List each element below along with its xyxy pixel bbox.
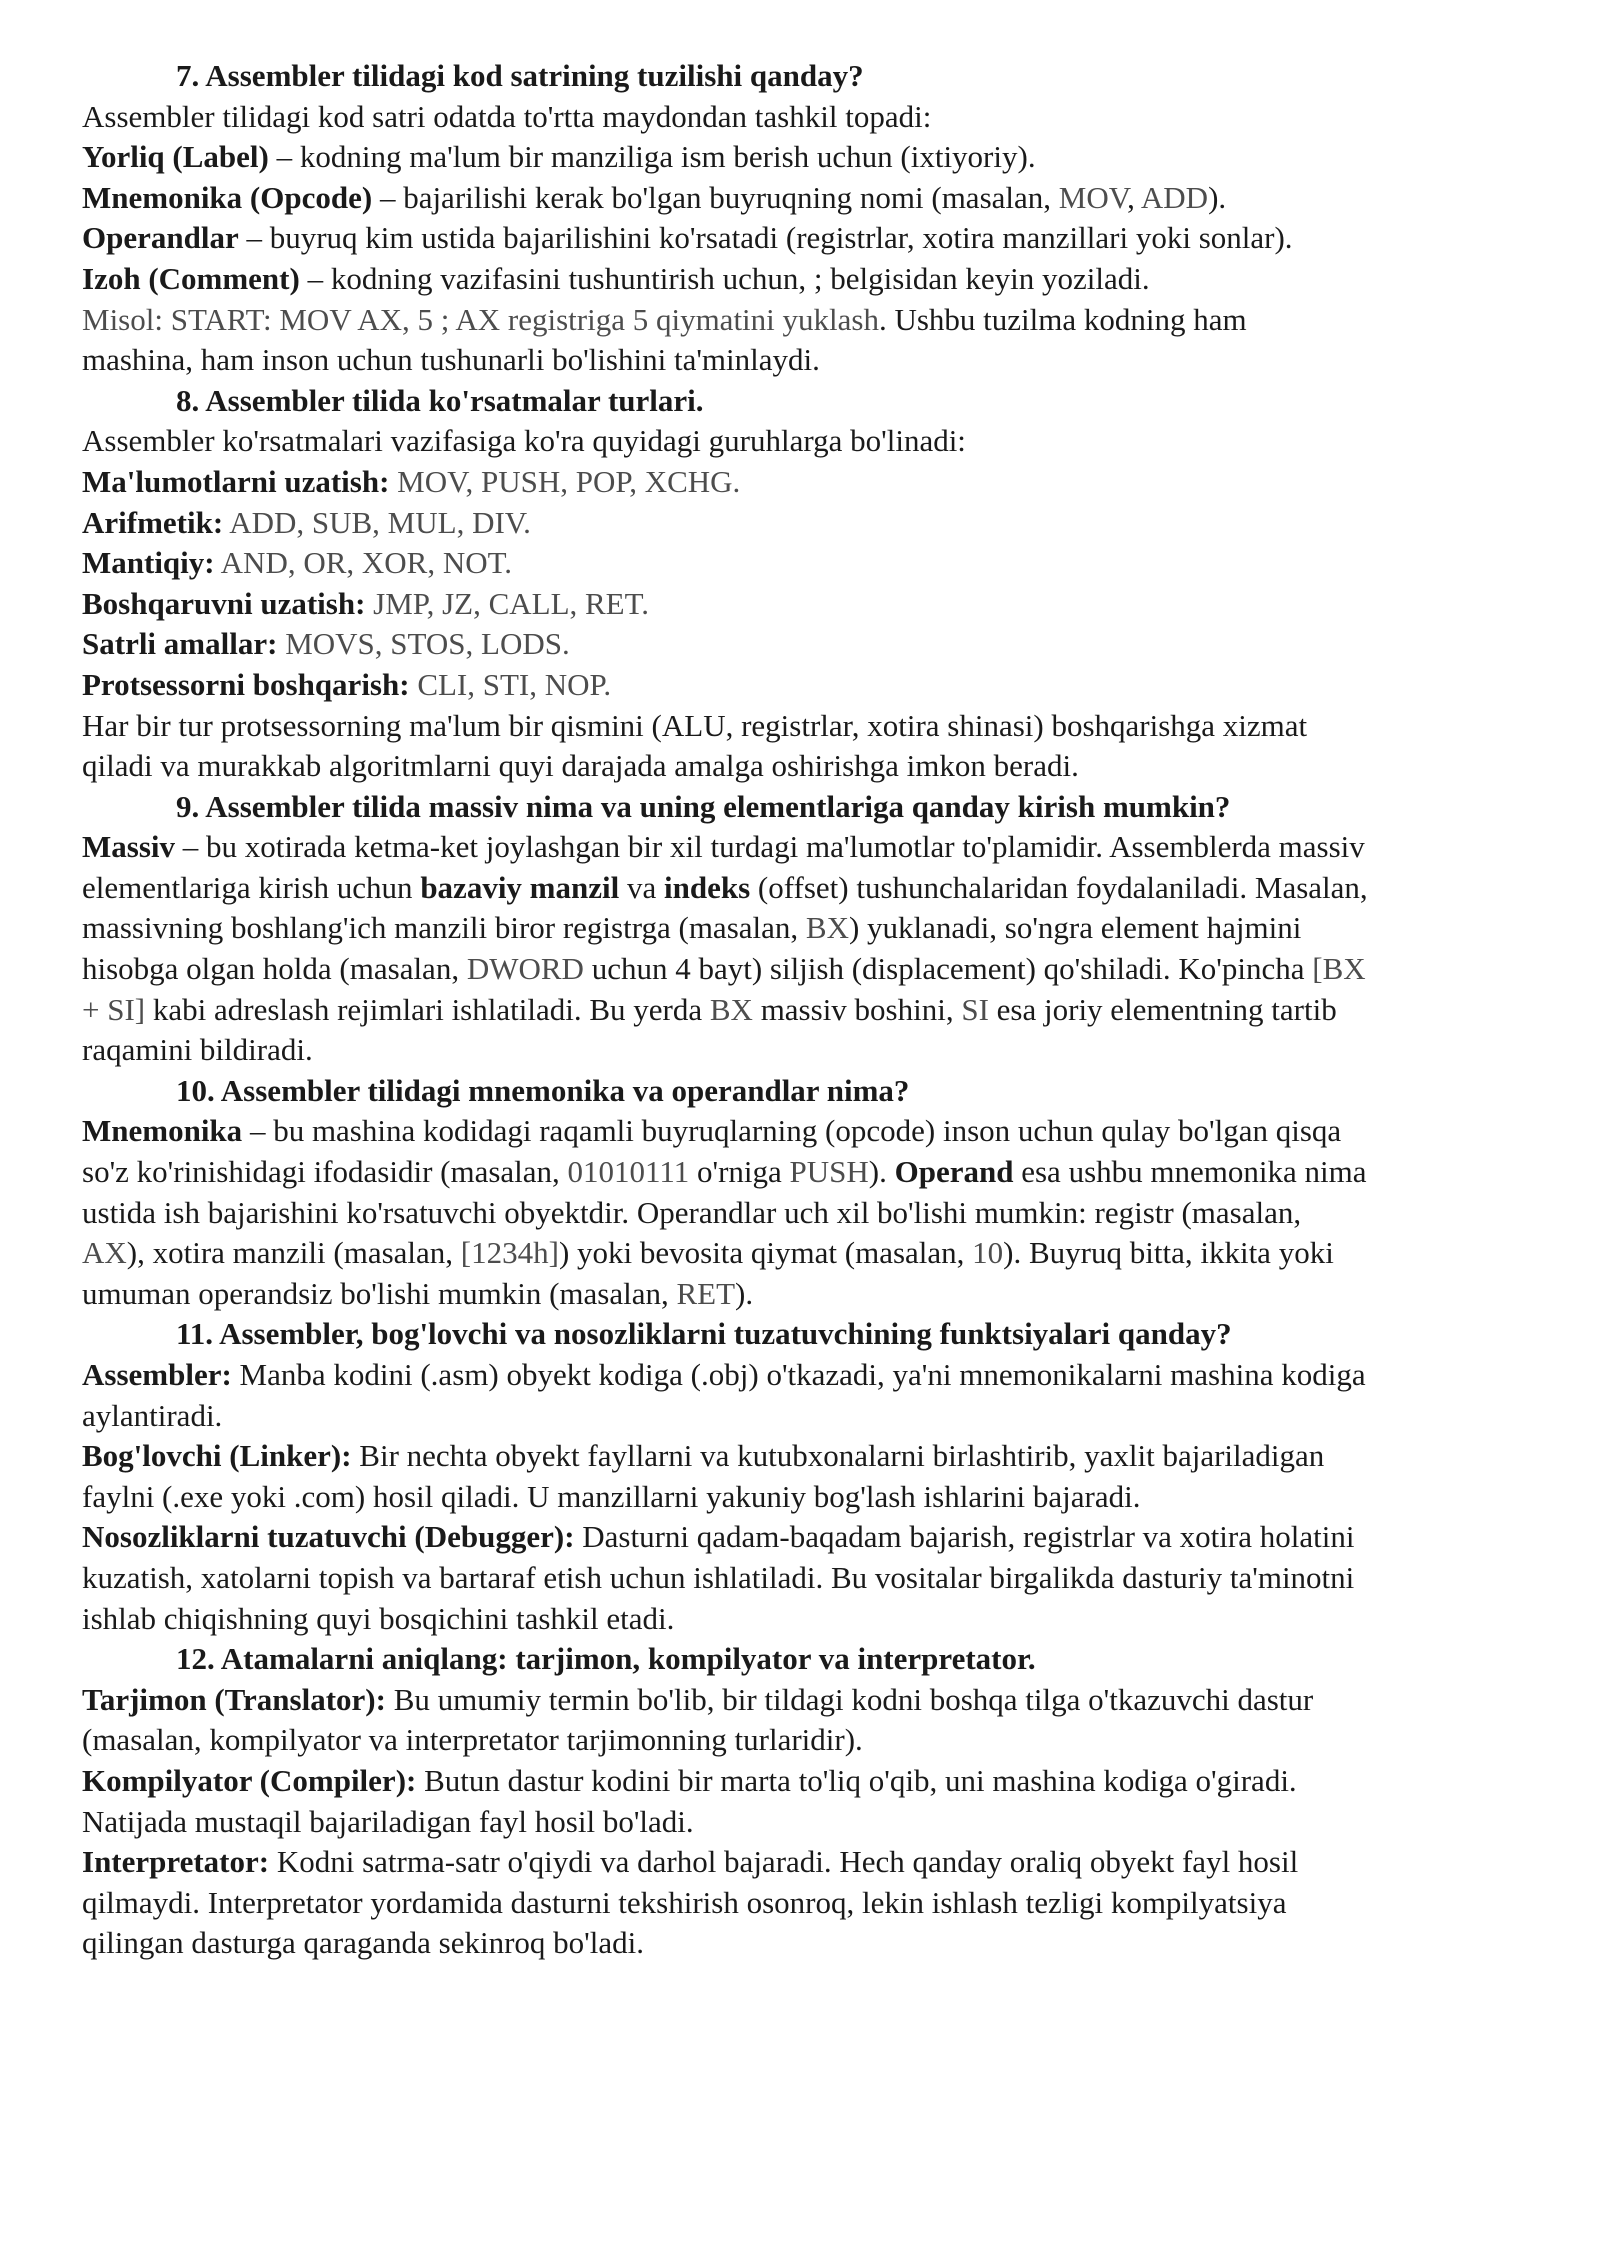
text-run: ). xyxy=(868,1154,895,1190)
section-heading xyxy=(82,381,1542,422)
code-term: PUSH xyxy=(789,1154,869,1190)
text-run: Manba kodini (.asm) obyekt kodiga (.obj) o'tkazadi, ya'ni mnemonikalarni mashina kodiga xyxy=(231,1357,1366,1392)
code-term: BX xyxy=(709,991,753,1027)
text-run: – kodning vazifasini tushuntirish uchun, ; belgisidan keyin yoziladi. xyxy=(299,260,1150,296)
bold-term: Mnemonika xyxy=(82,1113,243,1149)
code-term: 10 xyxy=(972,1235,1004,1271)
code-term: AX xyxy=(82,1235,127,1271)
text-run: Assembler ko'rsatmalari vazifasiga ko'ra quyidagi guruhlarga bo'linadi: xyxy=(82,423,966,459)
section-heading xyxy=(82,787,1542,828)
text-line xyxy=(82,137,1542,178)
text-run: uchun 4 bayt) siljish (displacement) qo'shiladi. Ko'pincha xyxy=(583,951,1313,987)
bold-term: Yorliq (Label) xyxy=(82,139,269,175)
section-heading xyxy=(82,1639,1542,1680)
bold-term: Interpretator: xyxy=(82,1844,270,1880)
bold-term: Tarjimon (Translator): xyxy=(82,1681,386,1717)
text-line xyxy=(82,624,1542,665)
text-run: ishlab chiqishning quyi bosqichini tashkil etadi. xyxy=(82,1600,675,1636)
bold-term: Arifmetik: xyxy=(82,504,224,540)
text-line xyxy=(82,1233,1542,1274)
code-term: BX xyxy=(805,910,849,946)
text-run: va xyxy=(619,869,664,905)
text-run: raqamini bildiradi. xyxy=(82,1032,313,1068)
text-line xyxy=(82,300,1542,341)
text-run: Kodni satrma-satr o'qiydi va darhol bajaradi. Hech qanday oraliq obyekt fayl hosil xyxy=(269,1844,1299,1880)
text-run: qilmaydi. Interpretator yordamida dasturni tekshirish osonroq, lekin ishlash tezligi kompilyatsiya xyxy=(82,1884,1287,1920)
bold-term: indeks xyxy=(664,869,751,905)
text-run: aylantiradi. xyxy=(82,1397,223,1433)
code-term: ADD, SUB, MUL, DIV. xyxy=(223,504,531,540)
text-run: – bu mashina kodidagi raqamli buyruqlarning (opcode) inson uchun qulay bo'lgan qisqa xyxy=(242,1113,1342,1149)
text-run: 7. Assembler tilidagi kod satrining tuzilishi qanday? xyxy=(176,58,864,93)
code-term: DWORD xyxy=(466,951,584,987)
bold-term: Operandlar xyxy=(82,220,239,256)
code-term: MOVS, STOS, LODS. xyxy=(277,626,570,662)
bold-term: Mantiqiy: xyxy=(82,545,215,581)
text-run: Bu umumiy termin bo'lib, bir tildagi kodni boshqa tilga o'tkazuvchi dastur xyxy=(385,1681,1314,1717)
text-line xyxy=(82,1477,1542,1518)
code-term: SI xyxy=(961,991,989,1027)
text-run: so'z ko'rinishidagi ifodasidir (masalan, xyxy=(82,1154,568,1190)
text-run: – bajarilishi kerak bo'lgan buyruqning nomi (masalan, xyxy=(372,179,1059,215)
text-run: qilingan dasturga qaraganda sekinroq bo'ladi. xyxy=(82,1925,644,1961)
bold-term: bazaviy manzil xyxy=(420,869,620,905)
bold-term: Bog'lovchi (Linker): xyxy=(82,1438,352,1474)
bold-term: Massiv xyxy=(82,829,175,865)
section-heading xyxy=(82,56,1542,97)
text-run: Bir nechta obyekt fayllarni va kutubxonalarni birlashtirib, yaxlit bajariladigan xyxy=(351,1438,1325,1474)
text-run: esa ushbu mnemonika nima xyxy=(1013,1154,1367,1190)
text-line xyxy=(82,1274,1542,1315)
text-line xyxy=(82,908,1542,949)
text-run: mashina, ham inson uchun tushunarli bo'lishini ta'minlaydi. xyxy=(82,342,820,378)
code-term: MOV, PUSH, POP, XCHG. xyxy=(389,463,741,499)
text-line xyxy=(82,1680,1542,1721)
text-run: Dasturni qadam-baqadam bajarish, registrlar va xotira holatini xyxy=(574,1519,1355,1555)
section-heading xyxy=(82,1314,1542,1355)
text-line xyxy=(82,1111,1542,1152)
text-run: . Ushbu tuzilma kodning ham xyxy=(878,301,1247,337)
bold-term: Nosozliklarni tuzatuvchi (Debugger): xyxy=(82,1519,575,1555)
text-run: (offset) tushunchalaridan foydalaniladi. Masalan, xyxy=(750,869,1368,905)
code-term: Misol: xyxy=(82,301,171,337)
code-term: [1234h] xyxy=(460,1235,559,1271)
text-line xyxy=(82,868,1542,909)
code-term: MOV xyxy=(1058,179,1128,215)
bold-term: Assembler: xyxy=(82,1357,232,1392)
bold-term: Kompilyator (Compiler): xyxy=(82,1762,417,1798)
bold-term: Satrli amallar: xyxy=(82,626,278,662)
text-line xyxy=(82,1883,1542,1924)
text-run: ). Buyruq bitta, ikkita yoki xyxy=(1003,1235,1334,1271)
text-line xyxy=(82,259,1542,300)
code-term: JMP, JZ, CALL, RET. xyxy=(365,585,650,621)
text-run: qiladi va murakkab algoritmlarni quyi darajada amalga oshirishga imkon beradi. xyxy=(82,748,1079,784)
text-line xyxy=(82,1436,1542,1477)
bold-term: Ma'lumotlarni uzatish: xyxy=(82,463,390,499)
text-line xyxy=(82,1355,1542,1396)
text-line xyxy=(82,1802,1542,1843)
text-run: ) yuklanadi, so'ngra element hajmini xyxy=(848,910,1302,946)
text-line xyxy=(82,665,1542,706)
text-run: 8. Assembler tilida ko'rsatmalar turlari. xyxy=(176,382,704,418)
text-run: – bu xotirada ketma-ket joylashgan bir xil turdagi ma'lumotlar to'plamidir. Assemblerda massiv xyxy=(175,829,1365,865)
text-run: Assembler tilidagi kod satri odatda to'rtta maydondan tashkil topadi: xyxy=(82,98,932,134)
text-line xyxy=(82,1152,1542,1193)
bold-term: Protsessorni boshqarish: xyxy=(82,666,410,702)
text-run: hisobga olgan holda (masalan, xyxy=(82,951,467,987)
text-run: 9. Assembler tilida massiv nima va uning elementlariga qanday kirish mumkin? xyxy=(176,788,1231,824)
bold-term: Boshqaruvni uzatish: xyxy=(82,585,366,621)
text-run: – buyruq kim ustida bajarilishini ko'rsatadi (registrlar, xotira manzillari yoki sonlar). xyxy=(238,220,1293,256)
text-line xyxy=(82,1720,1542,1761)
text-line xyxy=(82,1193,1542,1234)
text-line xyxy=(82,1396,1542,1437)
code-term: RET xyxy=(676,1275,736,1311)
text-line xyxy=(82,1923,1542,1964)
text-run: , xyxy=(1127,179,1141,215)
text-run: ) yoki bevosita qiymat (masalan, xyxy=(558,1235,973,1271)
code-term: AND, OR, XOR, NOT. xyxy=(214,545,513,581)
text-run: kabi adreslash rejimlari ishlatiladi. Bu yerda xyxy=(145,991,710,1027)
text-line xyxy=(82,421,1542,462)
code-term: 01010111 xyxy=(567,1154,690,1190)
text-run: ), xotira manzili (masalan, xyxy=(126,1235,461,1271)
text-line xyxy=(82,1842,1542,1883)
text-line xyxy=(82,990,1542,1031)
text-line xyxy=(82,1599,1542,1640)
text-line xyxy=(82,827,1542,868)
text-run: – kodning ma'lum bir manziliga ism berish uchun (ixtiyoriy). xyxy=(268,139,1036,175)
code-term: + SI] xyxy=(82,991,146,1027)
text-line xyxy=(82,949,1542,990)
text-run: massivning boshlang'ich manzili biror registrga (masalan, xyxy=(82,910,806,946)
text-line xyxy=(82,1558,1542,1599)
text-run: massiv boshini, xyxy=(752,991,962,1027)
text-run: Har bir tur protsessorning ma'lum bir qismini (ALU, registrlar, xotira shinasi) boshqarishga xizmat xyxy=(82,707,1308,743)
code-term: START: MOV AX, 5 ; AX registriga 5 qiymatini yuklash xyxy=(170,301,879,337)
text-run: esa joriy elementning tartib xyxy=(988,991,1337,1027)
text-run: (masalan, kompilyator va interpretator tarjimonning turlaridir). xyxy=(82,1722,863,1758)
text-line xyxy=(82,1761,1542,1802)
text-line xyxy=(82,503,1542,544)
bold-term: Mnemonika (Opcode) xyxy=(82,179,373,215)
text-line xyxy=(82,746,1542,787)
text-run: umuman operandsiz bo'lishi mumkin (masalan, xyxy=(82,1275,677,1311)
text-line xyxy=(82,1517,1542,1558)
text-line xyxy=(82,97,1542,138)
text-run: 10. Assembler tilidagi mnemonika va operandlar nima? xyxy=(176,1072,910,1108)
text-run: Butun dastur kodini bir marta to'liq o'qib, uni mashina kodiga o'giradi. xyxy=(416,1762,1297,1798)
text-run: ). xyxy=(735,1275,754,1311)
text-run: faylni (.exe yoki .com) hosil qiladi. U manzillarni yakuniy bog'lash ishlarini bajaradi. xyxy=(82,1478,1141,1514)
text-line xyxy=(82,340,1542,381)
text-run: 12. Atamalarni aniqlang: tarjimon, kompilyator va interpretator. xyxy=(176,1641,1036,1677)
code-term: ADD xyxy=(1140,179,1209,215)
text-run: ustida ish bajarishini ko'rsatuvchi obyektdir. Operandlar uch xil bo'lishi mumkin: registr (masalan, xyxy=(82,1194,1302,1230)
bold-term: Operand xyxy=(894,1154,1014,1190)
text-run: ). xyxy=(1208,179,1227,215)
text-line xyxy=(82,543,1542,584)
code-term: [BX xyxy=(1312,951,1366,987)
text-run: Natijada mustaqil bajariladigan fayl hosil bo'ladi. xyxy=(82,1803,694,1839)
text-run: o'rniga xyxy=(689,1154,790,1190)
section-heading xyxy=(82,1071,1542,1112)
text-run: elementlariga kirish uchun xyxy=(82,869,421,905)
text-line xyxy=(82,1030,1542,1071)
bold-term: Izoh (Comment) xyxy=(82,260,300,296)
text-line xyxy=(82,584,1542,625)
text-line xyxy=(82,218,1542,259)
text-run: kuzatish, xatolarni topish va bartaraf etish uchun ishlatiladi. Bu vositalar birgalikda dasturiy ta'minotni xyxy=(82,1559,1355,1595)
document-page xyxy=(82,56,1542,1964)
text-line xyxy=(82,462,1542,503)
text-line xyxy=(82,706,1542,747)
text-line xyxy=(82,178,1542,219)
text-run: 11. Assembler, bog'lovchi va nosozliklarni tuzatuvchining funktsiyalari qanday? xyxy=(176,1316,1232,1352)
code-term: CLI, STI, NOP. xyxy=(409,666,612,702)
